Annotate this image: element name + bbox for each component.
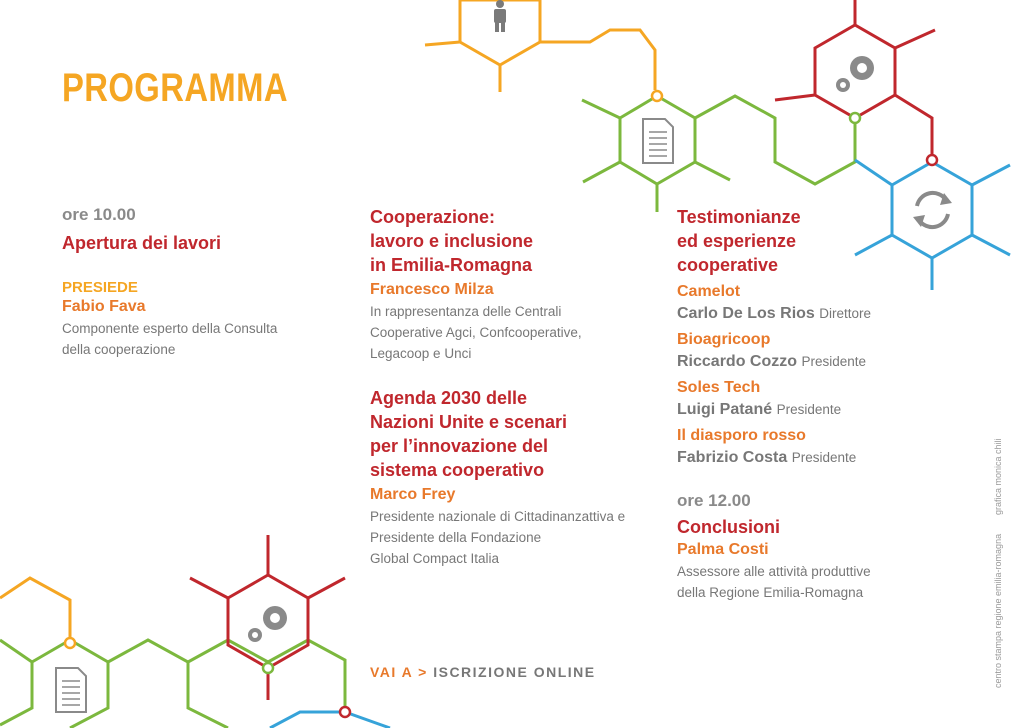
page-title: PROGRAMMA	[62, 66, 288, 110]
president-role-line1: Componente esperto della Consulta	[62, 321, 278, 336]
president-role-line2: della cooperazione	[62, 342, 176, 357]
session1-role-line1: In rappresentanza delle Centrali	[370, 304, 562, 319]
session2-title-line3: per l’innovazione del	[370, 436, 549, 456]
session2-role-line3: Global Compact Italia	[370, 551, 500, 566]
opening-time: ore 10.00	[62, 205, 136, 224]
session1-role-line2: Cooperative Agci, Confcooperative,	[370, 325, 582, 340]
session1-title-line3: in Emilia-Romagna	[370, 255, 533, 275]
closing-time: ore 12.00	[677, 491, 751, 510]
testimonial-role: Presidente	[801, 354, 867, 369]
testimonial-org: Bioagricoop	[677, 331, 771, 348]
conclusions-title: Conclusioni	[677, 517, 780, 537]
hex-green-document-bottom	[32, 640, 108, 728]
line-orange-top	[540, 30, 655, 90]
column-opening	[62, 205, 342, 360]
document-icon	[643, 119, 673, 163]
column-sessions	[370, 205, 660, 569]
testimonial-org: Il diasporo rosso	[677, 427, 806, 444]
testimonial-item	[677, 281, 957, 325]
testimonial-name: Carlo De Los Rios	[677, 305, 815, 322]
session1-role-line3: Legacoop e Unci	[370, 346, 472, 361]
testimonial-item	[677, 377, 957, 421]
session2-role-line1: Presidente nazionale di Cittadinanzattiva e	[370, 509, 626, 524]
session2-role-line2: Presidente della Fondazione	[370, 530, 542, 545]
session1-title-line1: Cooperazione:	[370, 207, 496, 227]
session2-title-line4: sistema cooperativo	[370, 460, 545, 480]
testimonial-role: Presidente	[791, 450, 857, 465]
final-speaker: Palma Costi	[677, 541, 769, 558]
presiede-label: PRESIEDE	[62, 279, 138, 296]
gears-icon	[248, 606, 287, 642]
testimonial-org: Camelot	[677, 283, 741, 300]
testimonial-org: Soles Tech	[677, 379, 761, 396]
testimonials-title-line1: Testimonianze	[677, 207, 801, 227]
design-credit: grafica monica chili	[993, 438, 1003, 515]
registration-link-label: ISCRIZIONE ONLINE	[433, 664, 596, 680]
session2-speaker: Marco Frey	[370, 486, 456, 503]
testimonial-name: Luigi Patané	[677, 401, 773, 418]
column-testimonials	[677, 205, 957, 603]
testimonial-item	[677, 425, 957, 469]
session1-title-line2: lavoro e inclusione	[370, 231, 534, 251]
testimonial-item	[677, 329, 957, 373]
gears-icon	[836, 56, 874, 92]
president-name: Fabio Fava	[62, 298, 146, 315]
final-role-line2: della Regione Emilia-Romagna	[677, 585, 864, 600]
document-icon	[56, 668, 86, 712]
line-orange-bottom	[0, 578, 70, 640]
hex-green-document	[620, 96, 695, 184]
print-credit: centro stampa regione emilia-romagna	[993, 533, 1003, 688]
registration-link[interactable]	[370, 664, 596, 680]
testimonial-role: Presidente	[776, 402, 842, 417]
session1-speaker: Francesco Milza	[370, 281, 494, 298]
session2-title-line2: Nazioni Unite e scenari	[370, 412, 568, 432]
testimonial-role: Direttore	[819, 306, 872, 321]
registration-link-prefix: VAI A >	[370, 664, 428, 680]
testimonial-name: Riccardo Cozzo	[677, 353, 798, 370]
testimonial-name: Fabrizio Costa	[677, 449, 788, 466]
testimonials-title-line2: ed esperienze	[677, 231, 797, 251]
person-icon	[494, 0, 506, 32]
final-role-line1: Assessore alle attività produttive	[677, 564, 871, 579]
testimonials-title-line3: cooperative	[677, 255, 779, 275]
opening-title: Apertura dei lavori	[62, 233, 222, 253]
session2-title-line1: Agenda 2030 delle	[370, 388, 528, 408]
